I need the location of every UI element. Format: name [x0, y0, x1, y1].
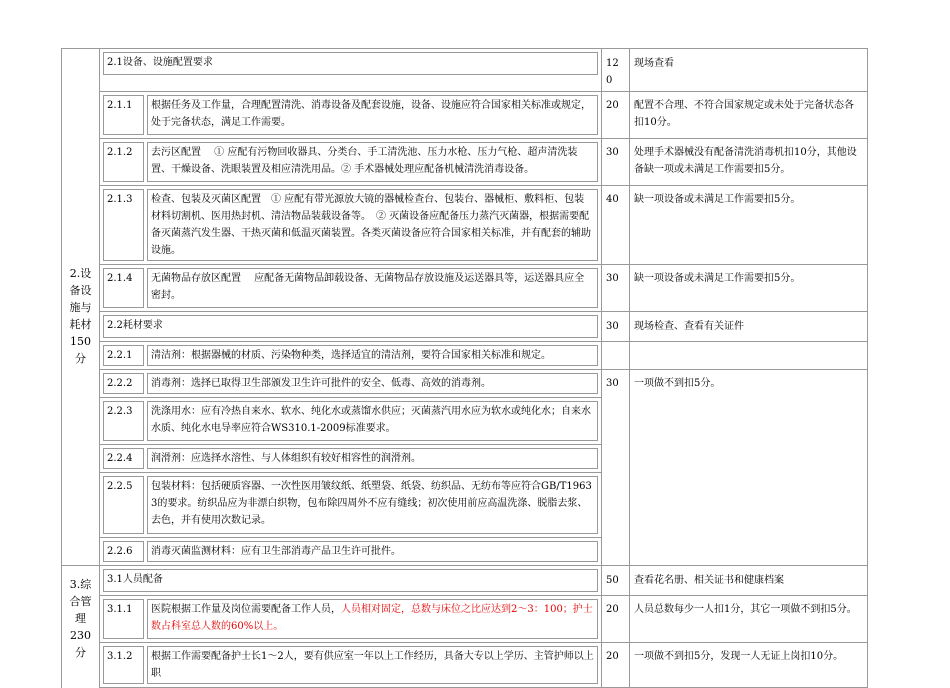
- item-code: 2.2.6: [103, 541, 144, 562]
- item-code: 2.2.4: [103, 448, 144, 469]
- item-text: 无菌物品存放区配置 应配备无菌物品卸载设备、无菌物品存放设施及运送器具等，运送器具应全密封。: [147, 268, 598, 308]
- item-score: 20: [606, 604, 619, 615]
- item-rule: 处理手术器械没有配备清洗消毒机扣10分，其他设备缺一项或未满足工作需要扣5分。: [634, 147, 857, 175]
- item-rule: 配置不合理、不符合国家规定或未处于完备状态各扣10分。: [634, 100, 854, 128]
- item-text: 消毒灭菌监测材料：应有卫生部消毒产品卫生许可批件。: [147, 541, 598, 562]
- document-page: [61, 48, 867, 679]
- item-score: 40: [606, 194, 619, 205]
- item-row: [62, 342, 868, 370]
- item-text: 消毒剂：选择已取得卫生部颁发卫生许可批件的安全、低毒、高效的消毒剂。: [147, 373, 598, 394]
- category-cell: [62, 49, 100, 265]
- section-score: 120: [602, 49, 630, 92]
- item-code: 2.1.2: [103, 142, 144, 182]
- item-row: [62, 265, 868, 312]
- section-method: 现场查看: [630, 49, 868, 92]
- item-score: 20: [606, 100, 619, 111]
- item-row: [62, 139, 868, 186]
- section-header-row: [62, 312, 868, 342]
- group-rule: 一项做不到扣5分。: [634, 378, 721, 389]
- section-title-cell: [100, 49, 602, 92]
- item-text: 润滑剂：应选择水溶性、与人体组织有较好相容性的润滑剂。: [147, 448, 598, 469]
- item-text: 清洁剂：根据器械的材质、污染物种类，选择适宜的清洁剂，要符合国家相关标准和规定。: [147, 345, 598, 366]
- item-code: 2.2.3: [103, 401, 144, 441]
- item-text: 根据任务及工作量，合理配置清洗、消毒设备及配套设施，设备、设施应符合国家相关标准或规定，处于完备状态，满足工作需要。: [147, 95, 598, 135]
- section-score: 30: [606, 321, 619, 332]
- item-row: [62, 643, 868, 688]
- item-rule: 缺一项设备或未满足工作需要扣5分。: [634, 273, 801, 284]
- section-method: 现场检查、查看有关证件: [634, 321, 744, 332]
- item-row: [62, 186, 868, 265]
- category-label: 2.设备设施与耗材150分: [62, 265, 100, 566]
- section-score: 50: [606, 575, 619, 586]
- item-score: 30: [606, 147, 619, 158]
- item-text: 包装材料：包括硬质容器、一次性医用皱纹纸、纸塑袋、纸袋、纺织品、无纺布等应符合GB/T19633的要求。纺织品应为非漂白织物，包布除四周外不应有缝线；初次使用前应高温洗涤、脱脂去浆、去色，并有使用次数记录。: [147, 476, 598, 534]
- section-title: 3.1人员配备: [103, 569, 598, 592]
- item-row: [62, 596, 868, 643]
- item-rule: 缺一项设备或未满足工作需要扣5分。: [634, 194, 801, 205]
- section-method: 查看花名册、相关证书和健康档案: [634, 575, 784, 586]
- item-code: 2.2.1: [103, 345, 144, 366]
- item-score: 20: [606, 651, 619, 662]
- group-score: 30: [606, 378, 619, 389]
- item-text: 去污区配置 ① 应配有污物回收器具、分类台、手工清洗池、压力水枪、压力气枪、超声清洗装置、干燥设备、洗眼装置及相应清洗用品。② 手术器械处理应配备机械清洗消毒设备。: [147, 142, 598, 182]
- item-code: 2.1.1: [103, 95, 144, 135]
- section-title: 2.2耗材要求: [103, 315, 598, 338]
- standards-table: [61, 48, 868, 688]
- section-header-row: [62, 566, 868, 596]
- item-row: [62, 92, 868, 139]
- highlighted-text: 人员相对固定，总数与床位之比应达到2～3：100；护士数占科室总人数的60%以上。: [151, 604, 593, 632]
- item-code: 3.1.2: [103, 646, 144, 684]
- item-code: 3.1.1: [103, 599, 144, 639]
- item-text: 根据工作需要配备护士长1～2人，要有供应室一年以上工作经历，具备大专以上学历、主管护师以上职: [147, 646, 598, 684]
- item-row: [62, 370, 868, 398]
- item-text: 检查、包装及灭菌区配置 ① 应配有带光源放大镜的器械检查台、包装台、器械柜、敷料柜、包装材料切割机、医用热封机、清洁物品装载设备等。 ② 灭菌设备应配备压力蒸汽灭菌器，根据需要配备灭菌蒸汽发生器、干热灭菌和低温灭菌装置。各类灭菌设备应符合国家相关标准，并有配套的辅助设施。: [147, 189, 598, 261]
- item-text: 洗涤用水：应有冷热自来水、软水、纯化水或蒸馏水供应；灭菌蒸汽用水应为软水或纯化水；自来水水质、纯化水电导率应符合WS310.1-2009标准要求。: [147, 401, 598, 441]
- item-rule: 人员总数每少一人扣1分，其它一项做不到扣5分。: [634, 604, 857, 615]
- item-code: 2.1.3: [103, 189, 144, 261]
- item-code: 2.2.2: [103, 373, 144, 394]
- item-rule: 一项做不到扣5分，发现一人无证上岗扣10分。: [634, 651, 844, 662]
- item-code: 2.1.4: [103, 268, 144, 308]
- item-text: 医院根据工作量及岗位需要配备工作人员，人员相对固定，总数与床位之比应达到2～3：100；护士数占科室总人数的60%以上。: [147, 599, 598, 639]
- section-title: 2.1设备、设施配置要求: [103, 52, 598, 75]
- category-label: 3.综合管理230分: [62, 566, 100, 688]
- section-header-row: [62, 49, 868, 92]
- item-score: 30: [606, 273, 619, 284]
- item-code: 2.2.5: [103, 476, 144, 534]
